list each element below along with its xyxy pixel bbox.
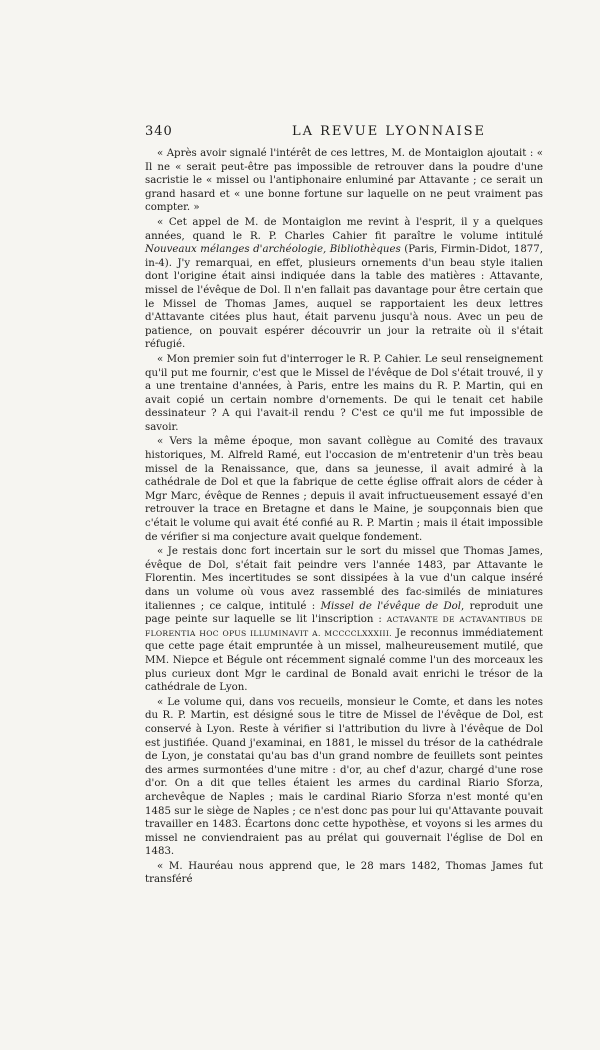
paragraph-text: (Paris, Firmin-Didot, 1877, in-4). J'y remarquai, en effet, plusieurs ornements d'un beau style italien dont l'origine était ainsi indiquée dans la table des matières : Attavante, missel de l'évêque de Dol. Il n'en fallait pas davantage pour être certain que le Missel de Thomas James, auquel se rapportaient les deux lettres d'Attavante citées plus haut, était parvenu jusqu'à nous. Avec un peu de patience, on pouvait espérer découvrir un jour la retraite où il s'était réfugié. bbox=[145, 244, 543, 351]
paragraph-2 bbox=[145, 216, 543, 352]
paragraph-1 bbox=[145, 147, 543, 215]
body-text bbox=[145, 147, 543, 888]
paragraph-7 bbox=[145, 860, 543, 887]
book-title: Nouveaux mélanges d'archéologie, Bibliothèques bbox=[145, 244, 401, 256]
running-header bbox=[145, 124, 543, 140]
paragraph-text: « Je restais donc fort incertain sur le sort du missel que Thomas James, évêque de Dol, s'était fait peindre vers l'année 1483, par Attavante le Florentin. Mes incertitudes se sont dissipées à la vue d'un calque inséré dans un volume où vous avez rassemblé des fac-similés de miniatures italiennes ; ce calque, intitulé : bbox=[145, 546, 543, 612]
paragraph-text: « Après avoir signalé l'intérêt de ces lettres, M. de Montaiglon ajoutait : « Il ne « serait peut-être pas impossible de retrouver dans la poudre d'une sacristie le « missel ou l'antiphonaire enluminé par Attavante ; ce serait un grand hasard et « une bonne fortune sur laquelle on ne peut vraiment pas compter. » bbox=[145, 148, 543, 214]
page-number: 340 bbox=[145, 124, 173, 139]
paragraph-4 bbox=[145, 435, 543, 544]
paragraph-text: « Cet appel de M. de Montaiglon me revint à l'esprit, il y a quelques années, quand le R. P. Charles Cahier fit paraître le volume intitulé bbox=[145, 216, 543, 242]
running-title: LA REVUE LYONNAISE bbox=[291, 124, 487, 139]
paragraph-text: « Vers la même époque, mon savant collègue au Comité des travaux historiques, M. Alfreld Ramé, eut l'occasion de m'entretenir d'un très beau missel de la Renaissance, que, dans sa jeunesse, il avait admiré à la cathédrale de Dol et que la fabrique de cette église offrait alors de céder à Mgr Marc, évêque de Rennes ; depuis il avait infructueusement essayé d'en retrouver la trace en Bretagne et dans le Maine, je soupçonnais bien que c'était le volume qui avait été confié au R. P. Martin ; mais il était impossible de vérifier si ma conjecture avait quelque fondement. bbox=[145, 436, 543, 543]
paragraph-5 bbox=[145, 545, 543, 695]
paragraph-6 bbox=[145, 696, 543, 859]
calque-title: Missel de l'évêque de Dol bbox=[320, 600, 462, 612]
paragraph-3 bbox=[145, 353, 543, 435]
paragraph-text: « M. Hauréau nous apprend que, le 28 mars 1482, Thomas James fut transféré bbox=[145, 860, 543, 886]
paragraph-text: « Mon premier soin fut d'interroger le R. P. Cahier. Le seul renseignement qu'il put me fournir, c'est que le Missel de l'évêque de Dol s'était trouvé, il y a une trentaine d'années, à Paris, entre les mains du R. P. Martin, qui en avait copié un certain nombre d'ornements. De qui le tenait cet habile dessinateur ? A qui l'avait-il rendu ? C'est ce qu'il me fut impossible de savoir. bbox=[145, 353, 543, 433]
paragraph-text: , reproduit une page peinte sur laquelle se lit l'inscription : bbox=[145, 600, 543, 626]
paragraph-text: Je reconnus immédiatement que cette page était empruntée à un missel, malheureusement mutilé, que MM. Niepce et Bégule ont récemment signalé comme l'un des morceaux les plus curieux dont Mgr le cardinal de Bonald avait enrichi le trésor de la cathédrale de Lyon. bbox=[145, 627, 543, 694]
paragraph-text: « Le volume qui, dans vos recueils, monsieur le Comte, et dans les notes du R. P. Martin, est désigné sous le titre de Missel de l'évêque de Dol, est conservé à Lyon. Reste à vérifier si l'attribution du livre à l'évêque de Dol est justifiée. Quand j'examinai, en 1881, le missel du trésor de la cathédrale de Lyon, je constatai qu'au bas d'un grand nombre de feuillets sont peintes des armes surmontées d'une mitre : d'or, au chef d'azur, chargé d'une rose d'or. On a dit que telles étaient les armes du cardinal Riario Sforza, archevêque de Naples ; mais le cardinal Riario Sforza n'est monté qu'en 1485 sur le siège de Naples ; ce n'est donc pas pour lui qu'Attavante pouvait travailler en 1483. Écartons donc cette hypothèse, et voyons si les armes du missel ne conviendraient pas au prélat qui gouvernait l'église de Dol en 1483. bbox=[145, 696, 543, 858]
inscription: ACTAVANTE DE ACTAVANTIBUS DE FLORENTIA HOC OPUS ILLUMINAVIT A. MCCCCLXXXIII. bbox=[145, 615, 543, 638]
